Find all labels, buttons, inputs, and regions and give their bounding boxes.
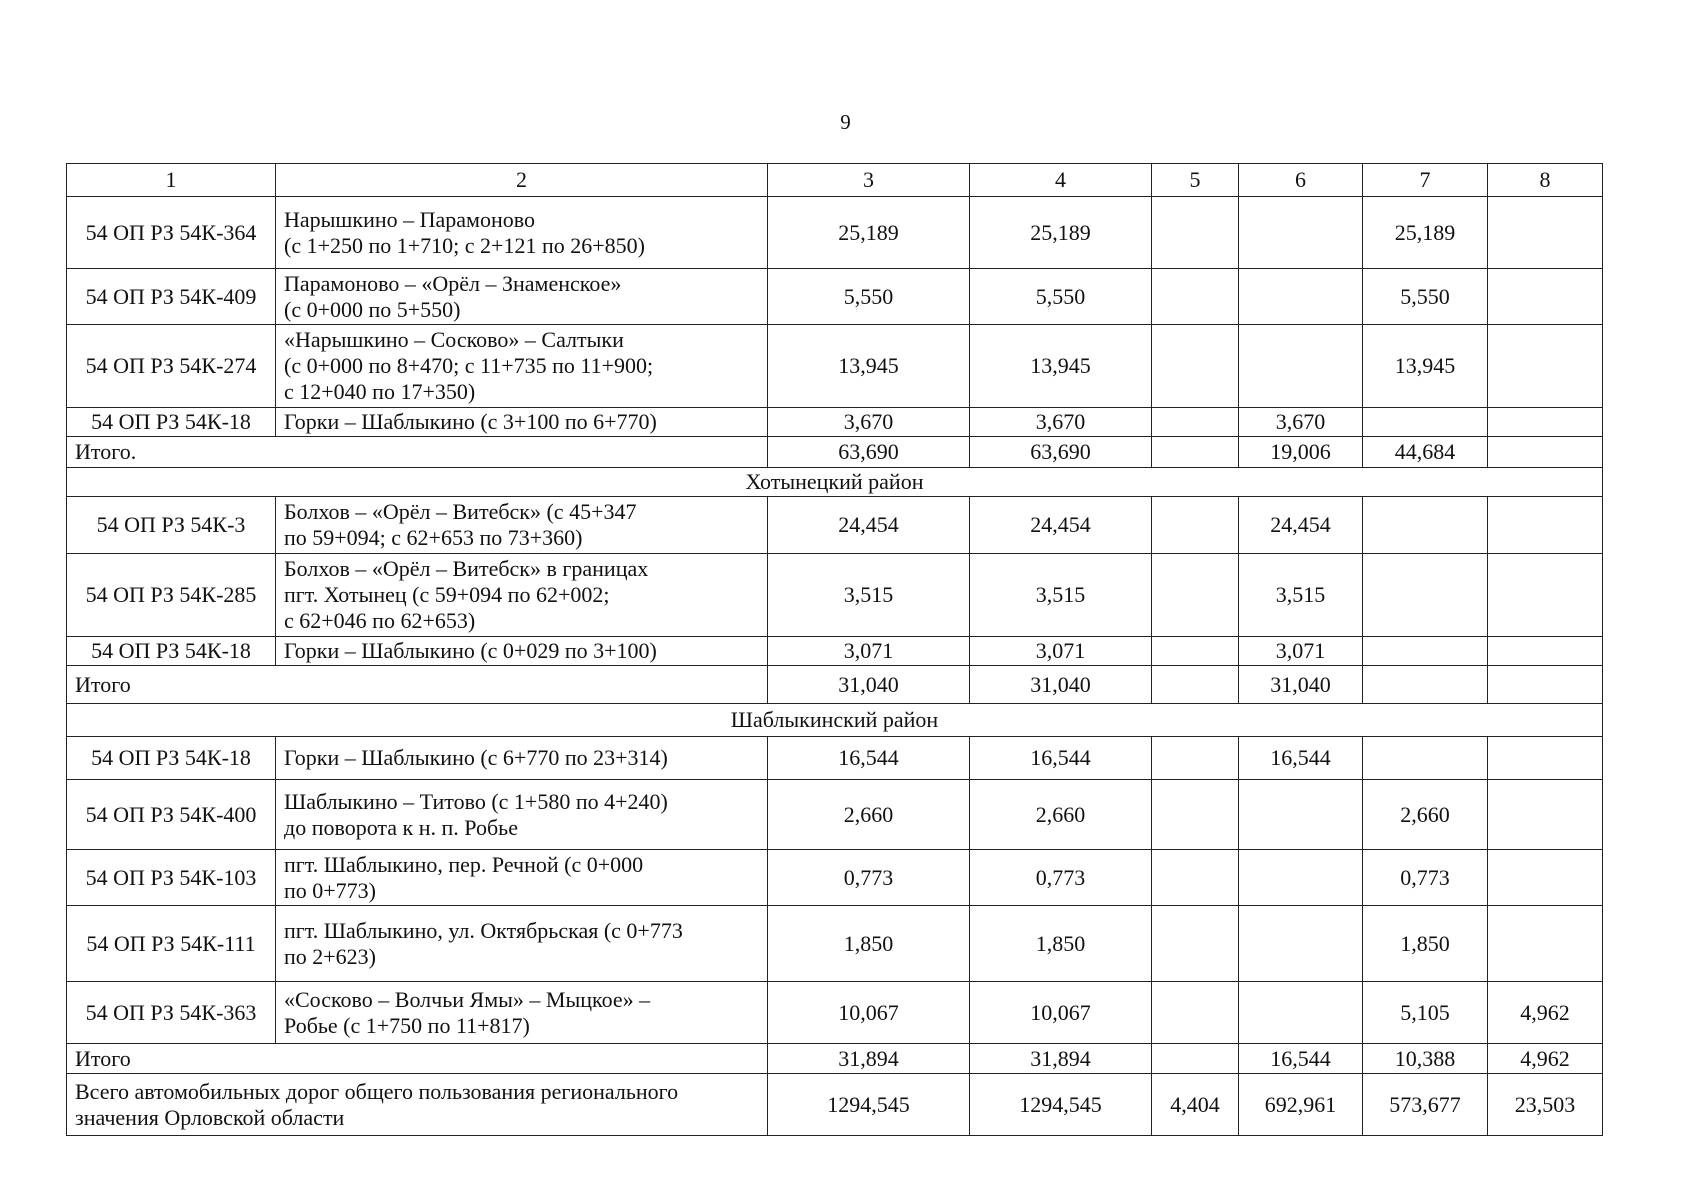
cell-col4: 24,454: [970, 497, 1152, 554]
column-header: 5: [1152, 164, 1239, 197]
cell-col6: [1239, 906, 1363, 982]
grand-total-col5: 4,404: [1152, 1074, 1239, 1136]
cell-col3: 1,850: [768, 906, 970, 982]
cell-col6: 16,544: [1239, 737, 1363, 780]
cell-col8: [1488, 408, 1603, 437]
road-name-line: Болхов – «Орёл – Витебск» в границах: [284, 556, 649, 581]
cell-col8: [1488, 637, 1603, 666]
table-row: [67, 197, 1603, 269]
grand-total-col6: 692,961: [1239, 1074, 1363, 1136]
road-name-line: Горки – Шаблыкино (с 3+100 по 6+770): [284, 409, 657, 434]
grand-total-label-line: Всего автомобильных дорог общего пользования регионального: [75, 1078, 679, 1104]
road-code: 54 ОП РЗ 54К-274: [67, 325, 276, 408]
cell-col6: 3,071: [1239, 637, 1363, 666]
road-code: 54 ОП РЗ 54К-111: [67, 906, 276, 982]
road-code: 54 ОП РЗ 54К-103: [67, 850, 276, 906]
total-row: [67, 1044, 1603, 1074]
total-col7: 10,388: [1363, 1044, 1488, 1074]
cell-col3: 13,945: [768, 325, 970, 408]
cell-col4: 5,550: [970, 269, 1152, 325]
road-code: 54 ОП РЗ 54К-18: [67, 637, 276, 666]
cell-col6: [1239, 197, 1363, 269]
road-name-line: «Нарышкино – Сосково» – Салтыки: [284, 327, 624, 352]
total-col5: [1152, 437, 1239, 468]
total-col7: [1363, 666, 1488, 704]
total-col5: [1152, 666, 1239, 704]
road-name-line: пгт. Шаблыкино, пер. Речной (с 0+000: [284, 851, 644, 877]
cell-col6: 3,515: [1239, 554, 1363, 637]
cell-col3: 5,550: [768, 269, 970, 325]
cell-col5: [1152, 497, 1239, 554]
cell-col7: 5,550: [1363, 269, 1488, 325]
road-code: 54 ОП РЗ 54К-3: [67, 497, 276, 554]
grand-total-label-line: значения Орловской области: [75, 1104, 345, 1130]
total-label: Итого: [67, 1044, 768, 1074]
road-name-line: «Сосково – Волчьи Ямы» – Мыцкое» –: [284, 986, 651, 1012]
column-header: 6: [1239, 164, 1363, 197]
road-code: 54 ОП РЗ 54К-285: [67, 554, 276, 637]
road-name: [276, 325, 768, 408]
cell-col4: 3,670: [970, 408, 1152, 437]
region-title: Хотынецкий район: [67, 468, 1603, 497]
cell-col7: 2,660: [1363, 780, 1488, 850]
road-name-line: Горки – Шаблыкино (с 6+770 по 23+314): [284, 745, 668, 770]
cell-col6: 3,670: [1239, 408, 1363, 437]
cell-col8: [1488, 850, 1603, 906]
road-name: [276, 850, 768, 906]
cell-col6: 24,454: [1239, 497, 1363, 554]
road-name: [276, 554, 768, 637]
road-code: 54 ОП РЗ 54К-409: [67, 269, 276, 325]
column-header: 1: [67, 164, 276, 197]
total-col8: 4,962: [1488, 1044, 1603, 1074]
cell-col6: [1239, 269, 1363, 325]
cell-col5: [1152, 906, 1239, 982]
cell-col4: 16,544: [970, 737, 1152, 780]
road-name-line: пгт. Хотынец (с 59+094 по 62+002;: [284, 582, 610, 607]
road-name: [276, 408, 768, 437]
road-name-line: (с 1+250 по 1+710; с 2+121 по 26+850): [284, 232, 645, 258]
road-name-line: с 62+046 по 62+653): [284, 608, 476, 633]
table-row: [67, 408, 1603, 437]
cell-col5: [1152, 780, 1239, 850]
column-header: 4: [970, 164, 1152, 197]
cell-col7: 25,189: [1363, 197, 1488, 269]
road-name: [276, 269, 768, 325]
cell-col3: 0,773: [768, 850, 970, 906]
header-row: [67, 164, 1603, 197]
cell-col5: [1152, 737, 1239, 780]
cell-col5: [1152, 408, 1239, 437]
cell-col8: [1488, 325, 1603, 408]
cell-col4: 25,189: [970, 197, 1152, 269]
total-col6: 19,006: [1239, 437, 1363, 468]
cell-col3: 2,660: [768, 780, 970, 850]
table-row: [67, 906, 1603, 982]
cell-col8: [1488, 780, 1603, 850]
cell-col5: [1152, 982, 1239, 1044]
cell-col4: 2,660: [970, 780, 1152, 850]
road-code: 54 ОП РЗ 54К-363: [67, 982, 276, 1044]
cell-col8: [1488, 497, 1603, 554]
page-number: 9: [840, 110, 851, 134]
grand-total-col8: 23,503: [1488, 1074, 1603, 1136]
total-col7: 44,684: [1363, 437, 1488, 468]
table-row: [67, 497, 1603, 554]
cell-col7: [1363, 497, 1488, 554]
road-name-line: до поворота к н. п. Робье: [284, 814, 518, 840]
column-header: 3: [768, 164, 970, 197]
table-row: [67, 737, 1603, 780]
cell-col7: 5,105: [1363, 982, 1488, 1044]
table-row: [67, 850, 1603, 906]
cell-col7: [1363, 637, 1488, 666]
total-col6: 16,544: [1239, 1044, 1363, 1074]
road-name-line: по 59+094; с 62+653 по 73+360): [284, 525, 583, 550]
cell-col5: [1152, 197, 1239, 269]
cell-col5: [1152, 850, 1239, 906]
cell-col4: 10,067: [970, 982, 1152, 1044]
cell-col8: [1488, 554, 1603, 637]
cell-col3: 25,189: [768, 197, 970, 269]
road-code: 54 ОП РЗ 54К-18: [67, 737, 276, 780]
total-col5: [1152, 1044, 1239, 1074]
cell-col6: [1239, 780, 1363, 850]
total-col8: [1488, 666, 1603, 704]
grand-total-col3: 1294,545: [768, 1074, 970, 1136]
cell-col3: 10,067: [768, 982, 970, 1044]
cell-col7: [1363, 554, 1488, 637]
cell-col3: 24,454: [768, 497, 970, 554]
road-name-line: Нарышкино – Парамоново: [284, 206, 535, 232]
total-label: Итого.: [67, 437, 768, 468]
total-col4: 31,894: [970, 1044, 1152, 1074]
total-label: Итого: [67, 666, 768, 704]
road-name-line: Парамоново – «Орёл – Знаменское»: [284, 270, 622, 296]
column-header: 8: [1488, 164, 1603, 197]
road-name-line: по 0+773): [284, 877, 377, 903]
cell-col3: 16,544: [768, 737, 970, 780]
grand-total-col4: 1294,545: [970, 1074, 1152, 1136]
total-row: [67, 666, 1603, 704]
cell-col4: 1,850: [970, 906, 1152, 982]
road-name-line: (с 0+000 по 5+550): [284, 296, 461, 322]
grand-total-label: [67, 1074, 768, 1136]
road-name-line: Болхов – «Орёл – Витебск» (с 45+347: [284, 499, 637, 524]
road-name: [276, 780, 768, 850]
road-code: 54 ОП РЗ 54К-400: [67, 780, 276, 850]
cell-col4: 0,773: [970, 850, 1152, 906]
cell-col5: [1152, 554, 1239, 637]
total-col6: 31,040: [1239, 666, 1363, 704]
cell-col8: [1488, 906, 1603, 982]
cell-col5: [1152, 637, 1239, 666]
table-row: [67, 982, 1603, 1044]
cell-col8: [1488, 737, 1603, 780]
total-col4: 31,040: [970, 666, 1152, 704]
total-col4: 63,690: [970, 437, 1152, 468]
road-name-line: (с 0+000 по 8+470; с 11+735 по 11+900;: [284, 353, 654, 378]
road-name: [276, 497, 768, 554]
cell-col3: 3,670: [768, 408, 970, 437]
cell-col7: 0,773: [1363, 850, 1488, 906]
cell-col4: 3,515: [970, 554, 1152, 637]
cell-col6: [1239, 850, 1363, 906]
road-name-line: Горки – Шаблыкино (с 0+029 по 3+100): [284, 638, 657, 663]
cell-col5: [1152, 269, 1239, 325]
region-header-row: [67, 468, 1603, 497]
cell-col5: [1152, 325, 1239, 408]
total-row: [67, 437, 1603, 468]
table-row: [67, 325, 1603, 408]
table-row: [67, 269, 1603, 325]
cell-col6: [1239, 982, 1363, 1044]
cell-col3: 3,071: [768, 637, 970, 666]
road-name-line: пгт. Шаблыкино, ул. Октябрьская (с 0+773: [284, 917, 683, 943]
road-name: [276, 906, 768, 982]
total-col8: [1488, 437, 1603, 468]
cell-col8: 4,962: [1488, 982, 1603, 1044]
column-header: 7: [1363, 164, 1488, 197]
table-row: [67, 637, 1603, 666]
column-header: 2: [276, 164, 768, 197]
table-row: [67, 554, 1603, 637]
roads-table: [66, 163, 1603, 1136]
total-col3: 31,894: [768, 1044, 970, 1074]
grand-total-row: [67, 1074, 1603, 1136]
region-header-row: [67, 704, 1603, 737]
road-name-line: по 2+623): [284, 943, 377, 969]
road-name: [276, 197, 768, 269]
road-name-line: Шаблыкино – Титово (с 1+580 по 4+240): [284, 788, 668, 814]
table-row: [67, 780, 1603, 850]
road-name-line: Робье (с 1+750 по 11+817): [284, 1012, 530, 1038]
total-col3: 31,040: [768, 666, 970, 704]
road-name: [276, 982, 768, 1044]
road-code: 54 ОП РЗ 54К-18: [67, 408, 276, 437]
road-name: [276, 637, 768, 666]
cell-col7: 1,850: [1363, 906, 1488, 982]
region-title: Шаблыкинский район: [67, 704, 1603, 737]
road-name-line: с 12+040 по 17+350): [284, 379, 476, 404]
cell-col7: [1363, 737, 1488, 780]
cell-col3: 3,515: [768, 554, 970, 637]
total-col3: 63,690: [768, 437, 970, 468]
cell-col8: [1488, 197, 1603, 269]
cell-col4: 13,945: [970, 325, 1152, 408]
cell-col7: [1363, 408, 1488, 437]
cell-col6: [1239, 325, 1363, 408]
cell-col4: 3,071: [970, 637, 1152, 666]
road-name: [276, 737, 768, 780]
cell-col7: 13,945: [1363, 325, 1488, 408]
grand-total-col7: 573,677: [1363, 1074, 1488, 1136]
cell-col8: [1488, 269, 1603, 325]
road-code: 54 ОП РЗ 54К-364: [67, 197, 276, 269]
